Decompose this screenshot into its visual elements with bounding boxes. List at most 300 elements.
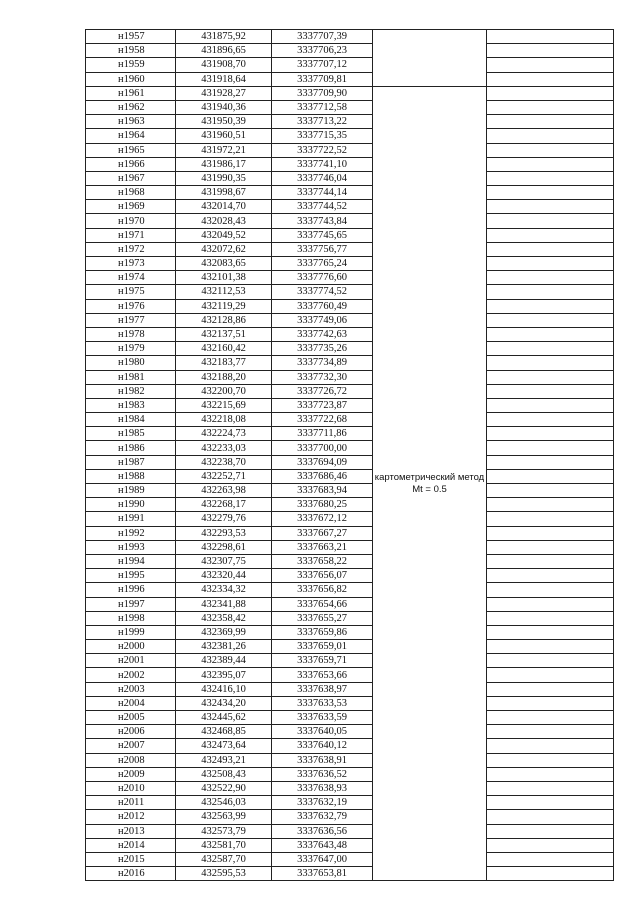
empty-cell: [487, 200, 614, 214]
point-id-cell: н2004: [86, 696, 176, 710]
point-id-cell: н1993: [86, 540, 176, 554]
empty-cell: [487, 625, 614, 639]
y-coordinate-cell: 3337683,94: [272, 484, 373, 498]
table-row: [86, 796, 614, 810]
table-row: [86, 569, 614, 583]
empty-cell: [487, 171, 614, 185]
table-row: [86, 498, 614, 512]
point-id-cell: н1996: [86, 583, 176, 597]
table-row: [86, 30, 614, 44]
x-coordinate-cell: 431990,35: [176, 171, 272, 185]
x-coordinate-cell: 432233,03: [176, 441, 272, 455]
point-id-cell: н1999: [86, 625, 176, 639]
empty-cell: [487, 824, 614, 838]
table-row: [86, 327, 614, 341]
table-row: [86, 838, 614, 852]
point-id-cell: н2005: [86, 711, 176, 725]
x-coordinate-cell: 432293,53: [176, 526, 272, 540]
point-id-cell: н1990: [86, 498, 176, 512]
point-id-cell: н2011: [86, 796, 176, 810]
empty-cell: [487, 484, 614, 498]
point-id-cell: н1976: [86, 299, 176, 313]
empty-cell: [487, 30, 614, 44]
y-coordinate-cell: 3337663,21: [272, 540, 373, 554]
empty-cell: [487, 129, 614, 143]
table-row: [86, 271, 614, 285]
x-coordinate-cell: 431928,27: [176, 86, 272, 100]
table-row: [86, 711, 614, 725]
table-row: [86, 767, 614, 781]
y-coordinate-cell: 3337653,66: [272, 668, 373, 682]
point-id-cell: н1967: [86, 171, 176, 185]
coordinates-table: [85, 29, 614, 881]
point-id-cell: н1958: [86, 44, 176, 58]
point-id-cell: н1974: [86, 271, 176, 285]
y-coordinate-cell: 3337636,56: [272, 824, 373, 838]
x-coordinate-cell: 432473,64: [176, 739, 272, 753]
table-row: [86, 625, 614, 639]
y-coordinate-cell: 3337712,58: [272, 100, 373, 114]
table-row: [86, 157, 614, 171]
x-coordinate-cell: 432369,99: [176, 625, 272, 639]
table-row: [86, 583, 614, 597]
empty-cell: [487, 682, 614, 696]
x-coordinate-cell: 432119,29: [176, 299, 272, 313]
x-coordinate-cell: 431908,70: [176, 58, 272, 72]
point-id-cell: н1989: [86, 484, 176, 498]
empty-cell: [487, 554, 614, 568]
y-coordinate-cell: 3337734,89: [272, 356, 373, 370]
point-id-cell: н2009: [86, 767, 176, 781]
empty-cell: [487, 157, 614, 171]
x-coordinate-cell: 432320,44: [176, 569, 272, 583]
table-row: [86, 867, 614, 881]
point-id-cell: н1963: [86, 115, 176, 129]
point-id-cell: н1961: [86, 86, 176, 100]
table-row: [86, 58, 614, 72]
point-id-cell: н1983: [86, 398, 176, 412]
empty-cell: [487, 58, 614, 72]
empty-cell: [487, 413, 614, 427]
x-coordinate-cell: 431986,17: [176, 157, 272, 171]
point-id-cell: н1982: [86, 384, 176, 398]
point-id-cell: н1992: [86, 526, 176, 540]
x-coordinate-cell: 432587,70: [176, 852, 272, 866]
y-coordinate-cell: 3337632,79: [272, 810, 373, 824]
table-row: [86, 427, 614, 441]
point-id-cell: н1965: [86, 143, 176, 157]
y-coordinate-cell: 3337723,87: [272, 398, 373, 412]
point-id-cell: н1981: [86, 370, 176, 384]
table-row: [86, 526, 614, 540]
y-coordinate-cell: 3337655,27: [272, 611, 373, 625]
y-coordinate-cell: 3337659,01: [272, 640, 373, 654]
point-id-cell: н1957: [86, 30, 176, 44]
x-coordinate-cell: 432307,75: [176, 554, 272, 568]
empty-cell: [487, 455, 614, 469]
y-coordinate-cell: 3337633,53: [272, 696, 373, 710]
point-id-cell: н2013: [86, 824, 176, 838]
y-coordinate-cell: 3337743,84: [272, 214, 373, 228]
y-coordinate-cell: 3337654,66: [272, 597, 373, 611]
x-coordinate-cell: 432200,70: [176, 384, 272, 398]
y-coordinate-cell: 3337774,52: [272, 285, 373, 299]
point-id-cell: н2010: [86, 781, 176, 795]
empty-cell: [487, 271, 614, 285]
empty-cell: [487, 441, 614, 455]
point-id-cell: н1986: [86, 441, 176, 455]
point-id-cell: н1964: [86, 129, 176, 143]
y-coordinate-cell: 3337713,22: [272, 115, 373, 129]
empty-cell: [487, 810, 614, 824]
point-id-cell: н1987: [86, 455, 176, 469]
table-row: [86, 186, 614, 200]
y-coordinate-cell: 3337640,05: [272, 725, 373, 739]
y-coordinate-cell: 3337643,48: [272, 838, 373, 852]
point-id-cell: н2012: [86, 810, 176, 824]
x-coordinate-cell: 432341,88: [176, 597, 272, 611]
x-coordinate-cell: 432381,26: [176, 640, 272, 654]
empty-cell: [487, 72, 614, 86]
y-coordinate-cell: 3337715,35: [272, 129, 373, 143]
point-id-cell: н1979: [86, 342, 176, 356]
y-coordinate-cell: 3337633,59: [272, 711, 373, 725]
x-coordinate-cell: 432416,10: [176, 682, 272, 696]
table-row: [86, 171, 614, 185]
point-id-cell: н1997: [86, 597, 176, 611]
y-coordinate-cell: 3337744,14: [272, 186, 373, 200]
empty-cell: [487, 285, 614, 299]
y-coordinate-cell: 3337709,90: [272, 86, 373, 100]
table-row: [86, 100, 614, 114]
y-coordinate-cell: 3337667,27: [272, 526, 373, 540]
empty-cell: [487, 498, 614, 512]
table-row: [86, 299, 614, 313]
empty-cell: [487, 228, 614, 242]
y-coordinate-cell: 3337741,10: [272, 157, 373, 171]
y-coordinate-cell: 3337636,52: [272, 767, 373, 781]
empty-cell: [487, 186, 614, 200]
table-row: [86, 725, 614, 739]
empty-cell: [487, 469, 614, 483]
x-coordinate-cell: 431972,21: [176, 143, 272, 157]
y-coordinate-cell: 3337742,63: [272, 327, 373, 341]
table-row: [86, 129, 614, 143]
point-id-cell: н1959: [86, 58, 176, 72]
point-id-cell: н1980: [86, 356, 176, 370]
table-row: [86, 44, 614, 58]
y-coordinate-cell: 3337659,86: [272, 625, 373, 639]
table-row: [86, 86, 614, 100]
point-id-cell: н1969: [86, 200, 176, 214]
y-coordinate-cell: 3337647,00: [272, 852, 373, 866]
x-coordinate-cell: 432137,51: [176, 327, 272, 341]
empty-cell: [487, 583, 614, 597]
point-id-cell: н1973: [86, 257, 176, 271]
point-id-cell: н2001: [86, 654, 176, 668]
point-id-cell: н1968: [86, 186, 176, 200]
x-coordinate-cell: 432493,21: [176, 753, 272, 767]
x-coordinate-cell: 431875,92: [176, 30, 272, 44]
x-coordinate-cell: 432445,62: [176, 711, 272, 725]
table-row: [86, 810, 614, 824]
point-id-cell: н2015: [86, 852, 176, 866]
y-coordinate-cell: 3337776,60: [272, 271, 373, 285]
y-coordinate-cell: 3337760,49: [272, 299, 373, 313]
y-coordinate-cell: 3337722,52: [272, 143, 373, 157]
x-coordinate-cell: 432183,77: [176, 356, 272, 370]
empty-cell: [487, 838, 614, 852]
x-coordinate-cell: 432128,86: [176, 313, 272, 327]
table-row: [86, 115, 614, 129]
x-coordinate-cell: 432218,08: [176, 413, 272, 427]
empty-cell: [487, 540, 614, 554]
point-id-cell: н1985: [86, 427, 176, 441]
point-id-cell: н1994: [86, 554, 176, 568]
table-row: [86, 342, 614, 356]
x-coordinate-cell: 432224,73: [176, 427, 272, 441]
empty-cell: [487, 257, 614, 271]
x-coordinate-cell: 432014,70: [176, 200, 272, 214]
empty-cell: [487, 512, 614, 526]
y-coordinate-cell: 3337686,46: [272, 469, 373, 483]
empty-cell: [487, 696, 614, 710]
table-row: [86, 654, 614, 668]
empty-cell: [487, 44, 614, 58]
point-id-cell: н1991: [86, 512, 176, 526]
y-coordinate-cell: 3337680,25: [272, 498, 373, 512]
x-coordinate-cell: 432298,61: [176, 540, 272, 554]
table-row: [86, 214, 614, 228]
table-row: [86, 72, 614, 86]
point-id-cell: н1972: [86, 242, 176, 256]
empty-cell: [487, 739, 614, 753]
y-coordinate-cell: 3337709,81: [272, 72, 373, 86]
table-row: [86, 824, 614, 838]
y-coordinate-cell: 3337735,26: [272, 342, 373, 356]
table-row: [86, 257, 614, 271]
empty-cell: [487, 654, 614, 668]
table-row: [86, 441, 614, 455]
y-coordinate-cell: 3337656,07: [272, 569, 373, 583]
empty-cell: [487, 640, 614, 654]
x-coordinate-cell: 432434,20: [176, 696, 272, 710]
y-coordinate-cell: 3337640,12: [272, 739, 373, 753]
table-row: [86, 540, 614, 554]
x-coordinate-cell: 432238,70: [176, 455, 272, 469]
table-row: [86, 781, 614, 795]
empty-cell: [487, 398, 614, 412]
x-coordinate-cell: 431960,51: [176, 129, 272, 143]
table-row: [86, 611, 614, 625]
y-coordinate-cell: 3337659,71: [272, 654, 373, 668]
y-coordinate-cell: 3337722,68: [272, 413, 373, 427]
x-coordinate-cell: 431918,64: [176, 72, 272, 86]
x-coordinate-cell: 432268,17: [176, 498, 272, 512]
x-coordinate-cell: 432083,65: [176, 257, 272, 271]
empty-cell: [487, 796, 614, 810]
table-row: [86, 753, 614, 767]
x-coordinate-cell: 432358,42: [176, 611, 272, 625]
empty-cell: [487, 711, 614, 725]
x-coordinate-cell: 432334,32: [176, 583, 272, 597]
x-coordinate-cell: 432546,03: [176, 796, 272, 810]
x-coordinate-cell: 432112,53: [176, 285, 272, 299]
table-row: [86, 852, 614, 866]
x-coordinate-cell: 432188,20: [176, 370, 272, 384]
point-id-cell: н1971: [86, 228, 176, 242]
point-id-cell: н1984: [86, 413, 176, 427]
table-row: [86, 739, 614, 753]
empty-cell: [487, 427, 614, 441]
point-id-cell: н1998: [86, 611, 176, 625]
x-coordinate-cell: 432563,99: [176, 810, 272, 824]
empty-cell: [487, 384, 614, 398]
table-row: [86, 313, 614, 327]
empty-cell: [487, 86, 614, 100]
empty-cell: [487, 299, 614, 313]
empty-cell: [487, 100, 614, 114]
table-row: [86, 242, 614, 256]
point-id-cell: н2000: [86, 640, 176, 654]
empty-cell: [487, 115, 614, 129]
x-coordinate-cell: 431950,39: [176, 115, 272, 129]
x-coordinate-cell: 432279,76: [176, 512, 272, 526]
table-row: [86, 285, 614, 299]
point-id-cell: н2014: [86, 838, 176, 852]
y-coordinate-cell: 3337694,09: [272, 455, 373, 469]
y-coordinate-cell: 3337638,93: [272, 781, 373, 795]
point-id-cell: н2006: [86, 725, 176, 739]
point-id-cell: н1970: [86, 214, 176, 228]
point-id-cell: н1995: [86, 569, 176, 583]
table-row: [86, 228, 614, 242]
y-coordinate-cell: 3337638,91: [272, 753, 373, 767]
empty-cell: [487, 867, 614, 881]
empty-cell: [487, 242, 614, 256]
table-row: [86, 696, 614, 710]
method-cell-empty: [373, 30, 487, 87]
point-id-cell: н2016: [86, 867, 176, 881]
y-coordinate-cell: 3337707,12: [272, 58, 373, 72]
y-coordinate-cell: 3337653,81: [272, 867, 373, 881]
table-row: [86, 640, 614, 654]
point-id-cell: н1962: [86, 100, 176, 114]
x-coordinate-cell: 432573,79: [176, 824, 272, 838]
table-row: [86, 413, 614, 427]
x-coordinate-cell: 432252,71: [176, 469, 272, 483]
x-coordinate-cell: 432395,07: [176, 668, 272, 682]
x-coordinate-cell: 432049,52: [176, 228, 272, 242]
y-coordinate-cell: 3337744,52: [272, 200, 373, 214]
empty-cell: [487, 214, 614, 228]
x-coordinate-cell: 432028,43: [176, 214, 272, 228]
empty-cell: [487, 611, 614, 625]
x-coordinate-cell: 432101,38: [176, 271, 272, 285]
table-row: [86, 484, 614, 498]
y-coordinate-cell: 3337756,77: [272, 242, 373, 256]
point-id-cell: н2003: [86, 682, 176, 696]
table-row: [86, 512, 614, 526]
x-coordinate-cell: 431998,67: [176, 186, 272, 200]
point-id-cell: н2002: [86, 668, 176, 682]
x-coordinate-cell: 432389,44: [176, 654, 272, 668]
empty-cell: [487, 313, 614, 327]
x-coordinate-cell: 432072,62: [176, 242, 272, 256]
x-coordinate-cell: 432263,98: [176, 484, 272, 498]
x-coordinate-cell: 432522,90: [176, 781, 272, 795]
point-id-cell: н2008: [86, 753, 176, 767]
table-row: [86, 370, 614, 384]
empty-cell: [487, 753, 614, 767]
empty-cell: [487, 569, 614, 583]
empty-cell: [487, 781, 614, 795]
y-coordinate-cell: 3337732,30: [272, 370, 373, 384]
table-row: [86, 398, 614, 412]
point-id-cell: н1978: [86, 327, 176, 341]
y-coordinate-cell: 3337658,22: [272, 554, 373, 568]
y-coordinate-cell: 3337746,04: [272, 171, 373, 185]
empty-cell: [487, 342, 614, 356]
empty-cell: [487, 852, 614, 866]
empty-cell: [487, 597, 614, 611]
method-note-cell: картометрический метод Mt = 0.5: [373, 86, 487, 881]
empty-cell: [487, 356, 614, 370]
y-coordinate-cell: 3337711,86: [272, 427, 373, 441]
y-coordinate-cell: 3337638,97: [272, 682, 373, 696]
empty-cell: [487, 668, 614, 682]
table-row: [86, 469, 614, 483]
y-coordinate-cell: 3337632,19: [272, 796, 373, 810]
y-coordinate-cell: 3337745,65: [272, 228, 373, 242]
table-row: [86, 200, 614, 214]
x-coordinate-cell: 432508,43: [176, 767, 272, 781]
y-coordinate-cell: 3337765,24: [272, 257, 373, 271]
table-row: [86, 384, 614, 398]
table-row: [86, 554, 614, 568]
table-row: [86, 682, 614, 696]
point-id-cell: н2007: [86, 739, 176, 753]
empty-cell: [487, 526, 614, 540]
point-id-cell: н1966: [86, 157, 176, 171]
x-coordinate-cell: 432160,42: [176, 342, 272, 356]
table-row: [86, 455, 614, 469]
x-coordinate-cell: 432468,85: [176, 725, 272, 739]
empty-cell: [487, 725, 614, 739]
y-coordinate-cell: 3337672,12: [272, 512, 373, 526]
table-row: [86, 668, 614, 682]
y-coordinate-cell: 3337706,23: [272, 44, 373, 58]
point-id-cell: н1977: [86, 313, 176, 327]
empty-cell: [487, 327, 614, 341]
x-coordinate-cell: 431940,36: [176, 100, 272, 114]
y-coordinate-cell: 3337707,39: [272, 30, 373, 44]
empty-cell: [487, 767, 614, 781]
y-coordinate-cell: 3337726,72: [272, 384, 373, 398]
y-coordinate-cell: 3337700,00: [272, 441, 373, 455]
point-id-cell: н1975: [86, 285, 176, 299]
empty-cell: [487, 370, 614, 384]
y-coordinate-cell: 3337656,82: [272, 583, 373, 597]
x-coordinate-cell: 431896,65: [176, 44, 272, 58]
point-id-cell: н1960: [86, 72, 176, 86]
x-coordinate-cell: 432215,69: [176, 398, 272, 412]
point-id-cell: н1988: [86, 469, 176, 483]
table-row: [86, 597, 614, 611]
coordinates-table-body: [86, 30, 614, 881]
y-coordinate-cell: 3337749,06: [272, 313, 373, 327]
empty-cell: [487, 143, 614, 157]
